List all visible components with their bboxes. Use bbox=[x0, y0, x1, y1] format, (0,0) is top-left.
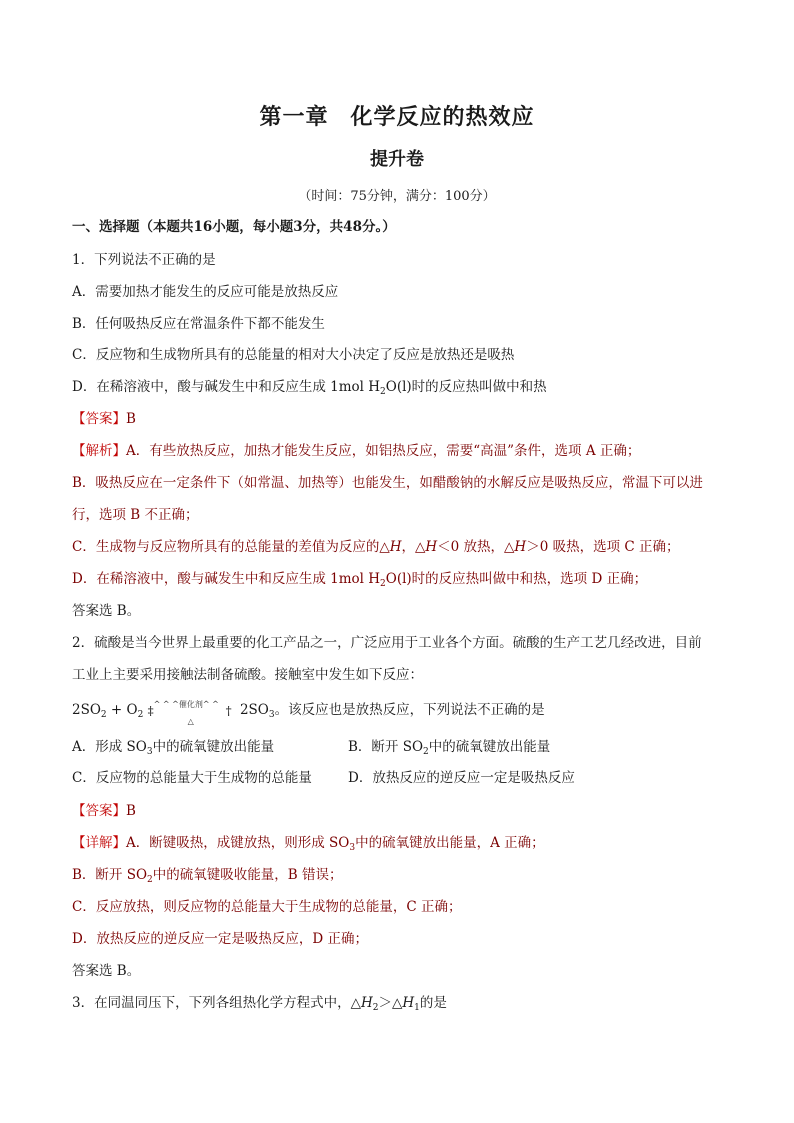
reversible-arrow bbox=[147, 699, 236, 726]
q2-detail-c: C．反应放热，则反应物的总能量大于生成物的总能量，C 正确； bbox=[72, 899, 462, 915]
q1-analysis-d: D．在稀溶液中，酸与碱发生中和反应生成 1mol $H_2O(l)$时的反应热叫做中和热，选项 D 正确； bbox=[72, 571, 648, 589]
q2-detail-a: 【详解】A．断键吸热，成键放热，则形成 $SO_3$中的硫氧键放出能量，A 正确； bbox=[72, 835, 545, 853]
q1-stem: 1．下列说法不正确的是 bbox=[72, 252, 216, 268]
q1-analysis-b1: B．吸热反应在一定条件下（如常温、加热等）也能发生，如醋酸钠的水解反应是吸热反应，常温下可以进 bbox=[72, 475, 703, 491]
chapter-title: 化学反应的热效应 bbox=[350, 105, 535, 130]
section-heading: 一、选择题（本题共16小题，每小题3分，共48分。） bbox=[72, 219, 396, 235]
q2-conclusion: 答案选 B。 bbox=[72, 963, 141, 979]
q2-option-c: C．反应物的总能量大于生成物的总能量 bbox=[72, 770, 312, 786]
analysis-tag: 【解析】 bbox=[72, 443, 126, 459]
detail-tag: 【详解】 bbox=[72, 835, 126, 851]
q2-detail-b: B．断开 $SO_2$中的硫氧键吸收能量，B 错误； bbox=[72, 867, 343, 885]
q2-detail-d: D．放热反应的逆反应一定是吸热反应，D 正确； bbox=[72, 931, 368, 947]
q2-option-b: B．断开 $SO_2$中的硫氧键放出能量 bbox=[348, 739, 551, 757]
q2-option-d: D．放热反应的逆反应一定是吸热反应 bbox=[348, 770, 575, 786]
q2-stem-2: 工业上主要采用接触法制备硫酸。接触室中发生如下反应： bbox=[72, 667, 423, 683]
arrow-right-glyph: † bbox=[225, 703, 232, 718]
q2-equation: $2SO_2 + O_2$ ^ ^ ^催化剂^ ^ ‡ † △ $2SO_3$。该反应也是放热反应，下列说法不正确的是 bbox=[72, 700, 545, 725]
q2-stem-1: 2．硫酸是当今世界上最重要的化工产品之一，广泛应用于工业各个方面。硫酸的生产工艺几经改进，目前 bbox=[72, 635, 702, 651]
q1-analysis-a: 【解析】A．有些放热反应，加热才能发生反应，如铝热反应，需要“高温”条件，选项 A 正确； bbox=[72, 443, 641, 459]
q1-option-a: A．需要加热才能发生的反应可能是放热反应 bbox=[72, 284, 339, 300]
q1-option-b: B．任何吸热反应在常温条件下都不能发生 bbox=[72, 316, 325, 332]
q1-option-d: D．在稀溶液中，酸与碱发生中和反应生成 1mol $H_2O(l)$时的反应热叫做中和热 bbox=[72, 379, 547, 397]
exam-meta: （时间：75分钟，满分：100分） bbox=[298, 189, 496, 204]
answer-tag: 【答案】 bbox=[72, 411, 126, 427]
answer-tag: 【答案】 bbox=[72, 803, 126, 819]
answer-value: B bbox=[126, 803, 136, 819]
q1-conclusion: 答案选 B。 bbox=[72, 603, 141, 619]
q1-answer bbox=[72, 409, 136, 429]
page-subtitle: 提升卷 bbox=[370, 149, 424, 170]
q1-analysis-b2: 行，选项 B 不正确； bbox=[72, 507, 199, 523]
q3-stem: 3．在同温同压下，下列各组热化学方程式中，$\triangle H_2>\triangle H_1$的是 bbox=[72, 995, 447, 1013]
chapter-label: 第一章 bbox=[259, 105, 329, 130]
q2-option-a: A．形成 $SO_3$中的硫氧键放出能量 bbox=[72, 739, 275, 757]
answer-value: B bbox=[126, 411, 136, 427]
arrow-top-label: ^ ^ ^催化剂^ ^ bbox=[153, 699, 219, 709]
q1-analysis-c: C．生成物与反应物所具有的总能量的差值为反应的△H，△H＜0 放热，△H＞0 吸热，选项 C 正确； bbox=[72, 539, 680, 555]
page-title bbox=[0, 100, 794, 131]
q2-answer bbox=[72, 801, 136, 821]
arrow-left-glyph: ‡ bbox=[147, 703, 154, 718]
q1-option-c: C．反应物和生成物所具有的总能量的相对大小决定了反应是放热还是吸热 bbox=[72, 347, 515, 363]
arrow-bottom-label: △ bbox=[187, 716, 194, 726]
